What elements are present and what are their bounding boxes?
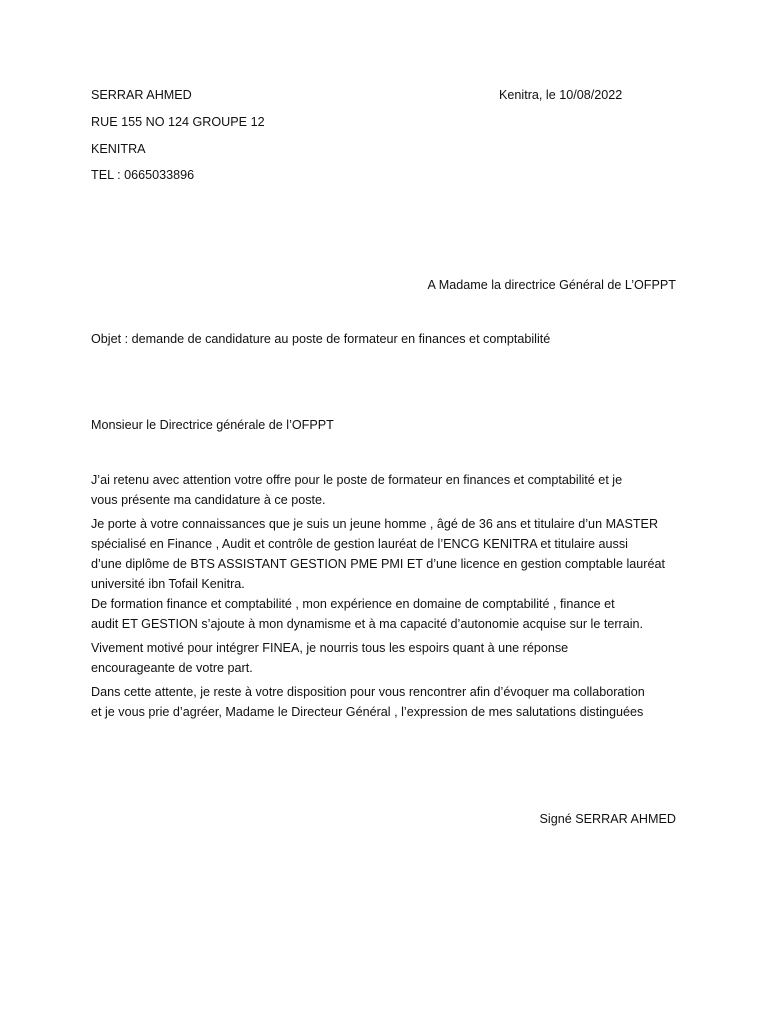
sender-phone: TEL : 0665033896 [91, 168, 195, 182]
subject-line: Objet : demande de candidature au poste de formateur en finances et comptabilité [91, 332, 551, 346]
paragraph-4: Vivement motivé pour intégrer FINEA, je nourris tous les espoirs quant à une réponse encourageante de votre part. [91, 641, 569, 675]
sender-city: KENITRA [91, 142, 146, 156]
salutation: Monsieur le Directrice générale de l’OFPPT [91, 418, 334, 432]
paragraph-3: De formation finance et comptabilité , mon expérience en domaine de comptabilité , finance et audit ET GESTION s’ajoute à mon dynamisme et à ma capacité d’autonomie acquise sur le terrain. [91, 597, 644, 631]
paragraph-1: J’ai retenu avec attention votre offre pour le poste de formateur en finances et comptabilité et je vous présente ma candidature à ce poste. [91, 473, 623, 507]
paragraph-2: Je porte à votre connaissances que je suis un jeune homme , âgé de 36 ans et titulaire d’un MASTER spécialisé en Finance , Audit et contrôle de gestion lauréat de l’ENCG KENITRA et titulaire aussi d’une diplôme de BTS ASSISTANT GESTION PME PMI ET d’une licence en gestion comptable lauréat université ibn Tofail Kenitra. [91, 517, 665, 591]
place-date: Kenitra, le 10/08/2022 [499, 88, 623, 102]
sender-address: RUE 155 NO 124 GROUPE 12 [91, 115, 265, 129]
recipient-line: A Madame la directrice Général de L’OFPPT [427, 278, 676, 292]
signature: Signé SERRAR AHMED [539, 812, 676, 826]
sender-name: SERRAR AHMED [91, 88, 192, 102]
paragraph-5: Dans cette attente, je reste à votre disposition pour vous rencontrer afin d’évoquer ma collaboration et je vous prie d’agréer, Madame le Directeur Général , l’expression de mes salutations distinguées [91, 685, 645, 719]
